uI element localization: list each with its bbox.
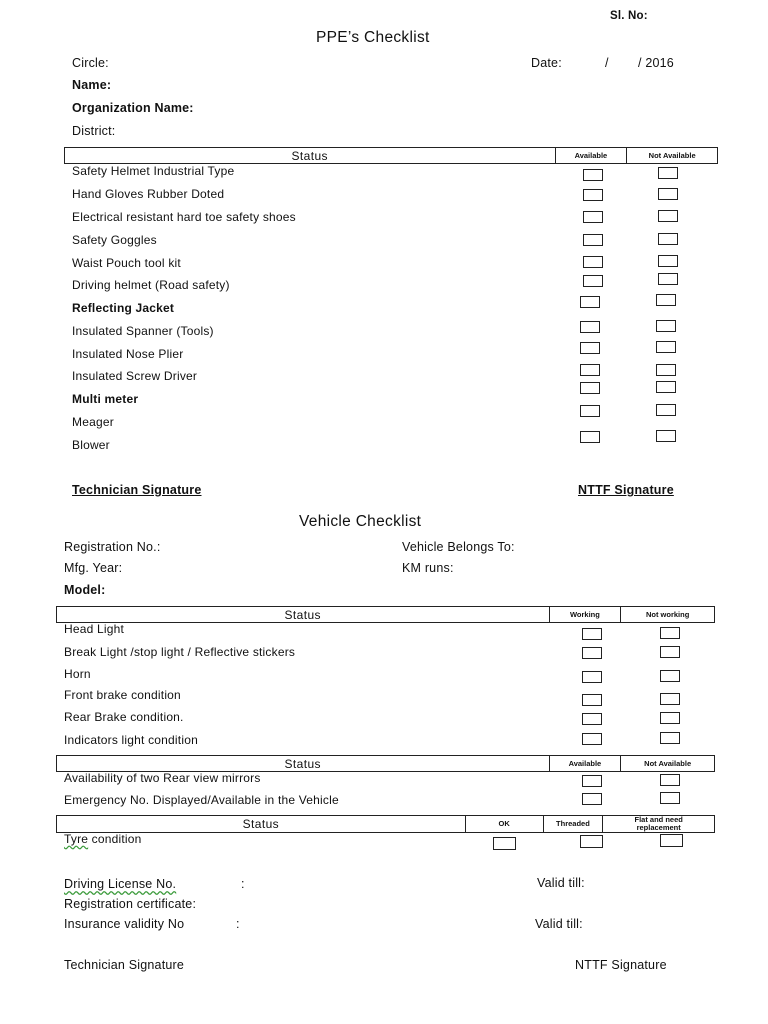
ppe-col-not-available: Not Available: [648, 150, 696, 160]
vehicle-not-working-checkbox[interactable]: [660, 712, 680, 724]
driving-license-label: Driving License No.: [64, 877, 177, 891]
ppe-item: Safety Helmet Industrial Type: [72, 164, 235, 178]
vehicle-working-checkbox[interactable]: [582, 647, 602, 659]
model-label: Model:: [64, 583, 106, 597]
vehicle-col-not-working: Not working: [645, 609, 690, 619]
tyre-col-threaded: Threaded: [556, 819, 590, 828]
ppe-not-available-checkbox[interactable]: [658, 210, 678, 222]
vehicle-not-working-checkbox[interactable]: [660, 646, 680, 658]
ppe-not-available-checkbox[interactable]: [658, 233, 678, 245]
tyre-ok-checkbox[interactable]: [493, 837, 516, 850]
vehicle-not-working-checkbox[interactable]: [660, 670, 680, 682]
vehicle-item: Front brake condition: [64, 688, 181, 702]
vehicle-item: Indicators light condition: [64, 733, 198, 747]
vehicle-item: Emergency No. Displayed/Available in the Vehicle: [64, 793, 339, 807]
vehicle-working-checkbox[interactable]: [582, 694, 602, 706]
district-label: District:: [72, 124, 116, 138]
ppe-available-checkbox[interactable]: [580, 321, 600, 333]
ppe-status-header: Status: [291, 148, 328, 163]
ppe-available-checkbox[interactable]: [580, 342, 600, 354]
ppe-item: Insulated Nose Plier: [72, 347, 184, 361]
registration-certificate-label: Registration certificate:: [64, 897, 197, 911]
ppe-not-available-checkbox[interactable]: [656, 341, 676, 353]
vehicle-table3-status-header: Status: [242, 817, 280, 831]
ppe-available-checkbox[interactable]: [580, 431, 600, 443]
vehicle-nttf-signature: NTTF Signature: [575, 958, 667, 972]
ppe-available-checkbox[interactable]: [580, 382, 600, 394]
ppe-item: Electrical resistant hard toe safety shoes: [72, 210, 296, 224]
ppe-not-available-checkbox[interactable]: [658, 167, 678, 179]
vehicle-working-checkbox[interactable]: [582, 628, 602, 640]
vehicle-table1-status-header: Status: [284, 607, 321, 622]
valid-till-license: Valid till:: [537, 876, 585, 890]
tyre-word: Tyre: [64, 832, 89, 846]
date-label: Date:: [531, 56, 562, 70]
ppe-item: Reflecting Jacket: [72, 301, 175, 315]
vehicle-col-not-available: Not Available: [644, 758, 692, 768]
vehicle-technician-signature: Technician Signature: [64, 958, 185, 972]
ppe-available-checkbox[interactable]: [583, 189, 603, 201]
ppe-not-available-checkbox[interactable]: [656, 364, 676, 376]
ppe-available-checkbox[interactable]: [583, 169, 603, 181]
ppe-nttf-signature: NTTF Signature: [578, 483, 674, 497]
ppe-available-checkbox[interactable]: [580, 364, 600, 376]
name-label: Name:: [72, 78, 112, 92]
tyre-condition-label: Tyre condition: [64, 832, 142, 846]
vehicle-table2-header: [56, 755, 715, 772]
insurance-colon: :: [236, 917, 240, 931]
ppe-checklist-title: PPE’s Checklist: [316, 29, 430, 46]
registration-no-label: Registration No.:: [64, 540, 161, 554]
date-separator: /: [605, 56, 609, 70]
ppe-available-checkbox[interactable]: [580, 296, 600, 308]
tyre-col-flat: Flat and need replacement: [634, 815, 683, 832]
driving-license-colon: :: [241, 877, 245, 891]
ppe-not-available-checkbox[interactable]: [656, 404, 676, 416]
ppe-not-available-checkbox[interactable]: [658, 273, 678, 285]
ppe-available-checkbox[interactable]: [583, 234, 603, 246]
ppe-not-available-checkbox[interactable]: [658, 255, 678, 267]
vehicle-working-checkbox[interactable]: [582, 733, 602, 745]
vehicle-working-checkbox[interactable]: [582, 713, 602, 725]
ppe-item: Safety Goggles: [72, 233, 157, 247]
ppe-item: Insulated Screw Driver: [72, 369, 198, 383]
vehicle-checklist-title: Vehicle Checklist: [299, 513, 422, 530]
ppe-item: Hand Gloves Rubber Doted: [72, 187, 225, 201]
vehicle-table3-header: [56, 815, 715, 833]
vehicle-table2-status-header: Status: [284, 756, 321, 771]
ppe-available-checkbox[interactable]: [580, 405, 600, 417]
vehicle-item: Break Light /stop light / Reflective stickers: [64, 645, 296, 659]
ppe-not-available-checkbox[interactable]: [656, 320, 676, 332]
ppe-available-checkbox[interactable]: [583, 211, 603, 223]
mfg-year-label: Mfg. Year:: [64, 561, 123, 575]
sl-no-label: Sl. No:: [610, 10, 648, 22]
date-year: / 2016: [638, 56, 674, 70]
ppe-col-available: Available: [574, 150, 608, 160]
vehicle-item: Availability of two Rear view mirrors: [64, 771, 261, 785]
vehicle-not-working-checkbox[interactable]: [660, 693, 680, 705]
circle-label: Circle:: [72, 56, 109, 70]
vehicle-item: Rear Brake condition.: [64, 710, 184, 724]
vehicle-item: Horn: [64, 667, 91, 681]
vehicle-not-available-checkbox[interactable]: [660, 774, 680, 786]
vehicle-col-working: Working: [569, 609, 600, 619]
ppe-item: Multi meter: [72, 392, 139, 406]
tyre-flat-checkbox[interactable]: [660, 834, 683, 847]
vehicle-not-available-checkbox[interactable]: [660, 792, 680, 804]
ppe-technician-signature: Technician Signature: [72, 483, 202, 497]
vehicle-belongs-label: Vehicle Belongs To:: [402, 540, 515, 554]
ppe-not-available-checkbox[interactable]: [658, 188, 678, 200]
ppe-item: Waist Pouch tool kit: [72, 256, 181, 270]
organization-name-label: Organization Name:: [72, 101, 194, 115]
vehicle-available-checkbox[interactable]: [582, 775, 602, 787]
ppe-item: Meager: [72, 415, 114, 429]
tyre-threaded-checkbox[interactable]: [580, 835, 603, 848]
ppe-not-available-checkbox[interactable]: [656, 381, 676, 393]
ppe-not-available-checkbox[interactable]: [656, 294, 676, 306]
valid-till-insurance: Valid till:: [535, 917, 583, 931]
ppe-not-available-checkbox[interactable]: [656, 430, 676, 442]
km-runs-label: KM runs:: [402, 561, 454, 575]
vehicle-item: Head Light: [64, 622, 125, 636]
tyre-col-ok: OK: [498, 819, 510, 828]
insurance-validity-label: Insurance validity No: [64, 917, 185, 931]
ppe-available-checkbox[interactable]: [583, 275, 603, 287]
vehicle-not-working-checkbox[interactable]: [660, 732, 680, 744]
vehicle-available-checkbox[interactable]: [582, 793, 602, 805]
ppe-item: Insulated Spanner (Tools): [72, 324, 214, 338]
ppe-table-header: [64, 147, 718, 164]
vehicle-table1-header: [56, 606, 715, 623]
ppe-item: Driving helmet (Road safety): [72, 278, 230, 292]
ppe-available-checkbox[interactable]: [583, 256, 603, 268]
vehicle-working-checkbox[interactable]: [582, 671, 602, 683]
vehicle-not-working-checkbox[interactable]: [660, 627, 680, 639]
ppe-item: Blower: [72, 438, 110, 452]
vehicle-col-available: Available: [568, 758, 602, 768]
